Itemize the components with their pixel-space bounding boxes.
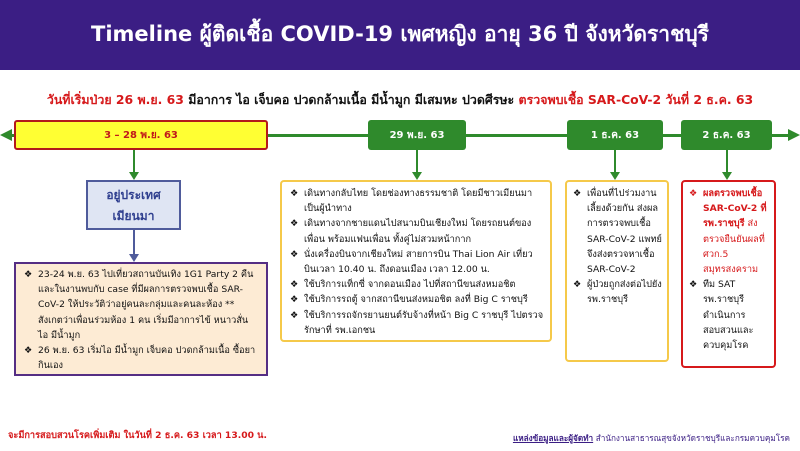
connector-line [416, 150, 418, 172]
detection-date: ตรวจพบเชื้อ SAR-CoV-2 วันที่ 2 ธ.ค. 63 [518, 92, 754, 107]
list-item: ❖ เพื่อนที่ไปร่วมงานเลี้ยงด้วยกัน ส่งผลการตรวจพบเชื้อ SAR-CoV-2 แพทย์จึงส่งตรวจหาเชื้อ SAR-CoV-2 [573, 186, 663, 277]
list-item: ❖ ผู้ป่วยถูกส่งต่อไปยัง รพ.ราชบุรี [573, 277, 663, 307]
source-credit [513, 432, 790, 445]
down-arrow-icon [412, 172, 422, 180]
list-item: ❖ นั่งเครื่องบินจากเชียงใหม่ สายการบิน Thai Lion Air เที่ยวบินเวลา 10.40 น. ถึงดอนเมือง เวลา 12.00 น. [290, 247, 544, 277]
dec2-details-box [681, 180, 776, 368]
diamond-bullet-icon: ❖ [24, 345, 33, 357]
down-arrow-icon [129, 254, 139, 262]
myanmar-details-box [14, 262, 268, 376]
diamond-bullet-icon: ❖ [24, 269, 33, 280]
list-item: ❖ 26 พ.ย. 63 เริ่มไอ มีน้ำมูก เจ็บคอ ปวดกล้ามเนื้อ ซื้อยากินเอง [24, 343, 260, 373]
diamond-bullet-icon: ❖ [290, 279, 299, 291]
source-link[interactable]: แหล่งข้อมูลและผู้จัดทำ [512, 433, 594, 443]
down-arrow-icon [610, 172, 620, 180]
date-nov29: 29 พ.ย. 63 [368, 120, 466, 150]
location-line-1: อยู่ประเทศ [106, 188, 161, 202]
diamond-bullet-icon: ❖ [689, 188, 698, 199]
timeline-right-arrow-icon [788, 129, 800, 141]
connector-line [614, 150, 616, 172]
list-item: ❖ 23-24 พ.ย. 63 ไปเที่ยวสถานบันเทิง 1G1 Party 2 คืน และในงานพบกับ case ที่มีผลการตรวจพบเชื้อ SAR-CoV-2 ให้ประวัติว่าอยู่คนละกลุ่มและคนละห้อง ** สังเกตว่าเพื่อนร่วมห้อง 1 คน เริ่มมีอาการไข้ หนาวสั่น ไอ มีน้ำมูก [24, 267, 260, 343]
location-line-2: เมียนมา [112, 209, 155, 223]
date-nov3-28: 3 – 28 พ.ย. 63 [14, 120, 268, 150]
down-arrow-icon [722, 172, 732, 180]
date-dec2: 2 ธ.ค. 63 [681, 120, 772, 150]
page-title: Timeline ผู้ติดเชื้อ COVID-19 เพศหญิง อายุ 36 ปี จังหวัดราชบุรี [91, 22, 709, 46]
diamond-bullet-icon: ❖ [290, 188, 299, 199]
location-myanmar-box [86, 180, 181, 230]
onset-symptoms: มีอาการ ไอ เจ็บคอ ปวดกล้ามเนื้อ มีน้ำมูก มีเสมหะ ปวดศีรษะ [183, 92, 519, 107]
nov29-details-box [280, 180, 552, 342]
onset-date: วันที่เริ่มป่วย 26 พ.ย. 63 [46, 92, 184, 107]
list-item: ❖ ทีม SAT รพ.ราชบุรี ดำเนินการสอบสวนและควบคุมโรค [689, 277, 770, 353]
followup-note: จะมีการสอบสวนโรคเพิ่มเติม ในวันที่ 2 ธ.ค. 63 เวลา 13.00 น. [8, 430, 267, 441]
connector-line [133, 150, 135, 172]
list-item: ❖ ใช้บริการรถตู้ จากสถานีขนส่งหมอชิต ลงที่ Big C ราชบุรี [290, 292, 544, 307]
date-dec1: 1 ธ.ค. 63 [567, 120, 663, 150]
source-text: สำนักงานสาธารณสุขจังหวัดราชบุรีและกรมควบคุมโรค [593, 433, 790, 443]
diamond-bullet-icon: ❖ [573, 279, 582, 291]
diamond-bullet-icon: ❖ [290, 248, 299, 260]
connector-line [133, 230, 135, 254]
diamond-bullet-icon: ❖ [290, 294, 299, 306]
onset-summary [0, 91, 800, 110]
list-item: ❖ เดินทางจากชายแดนไปสนามบินเชียงใหม่ โดยรถยนต์ของเพื่อน พร้อมแฟนเพื่อน ทั้งคู่ไม่สวมหน้ากาก [290, 216, 544, 246]
detection-result: ผลตรวจพบเชื้อ SAR-CoV-2 ที่ รพ.ราชบุรี [703, 188, 767, 230]
header-banner [0, 0, 800, 70]
diamond-bullet-icon: ❖ [290, 218, 299, 230]
list-item: ❖ ใช้บริการแท็กซี่ จากดอนเมือง ไปที่สถานีขนส่งหมอชิต [290, 277, 544, 292]
diamond-bullet-icon: ❖ [290, 309, 299, 321]
dec1-details-box [565, 180, 669, 362]
list-item [689, 186, 770, 277]
diamond-bullet-icon: ❖ [573, 188, 582, 199]
down-arrow-icon [129, 172, 139, 180]
confirmation-note: ส่งตรวจยืนยันผลที่ ศวก.5 สมุทรสงคราม [703, 218, 765, 276]
diamond-bullet-icon: ❖ [689, 279, 698, 291]
list-item: ❖ ใช้บริการรถจักรยานยนต์รับจ้างที่หน้า Big C ราชบุรี ไปตรวจรักษาที่ รพ.เอกชน [290, 308, 544, 338]
connector-line [726, 150, 728, 172]
timeline-left-arrow-icon [0, 129, 12, 141]
list-item: ❖ เดินทางกลับไทย โดยช่องทางธรรมชาติ โดยมีชาวเมียนมาเป็นผู้นำทาง [290, 186, 544, 216]
